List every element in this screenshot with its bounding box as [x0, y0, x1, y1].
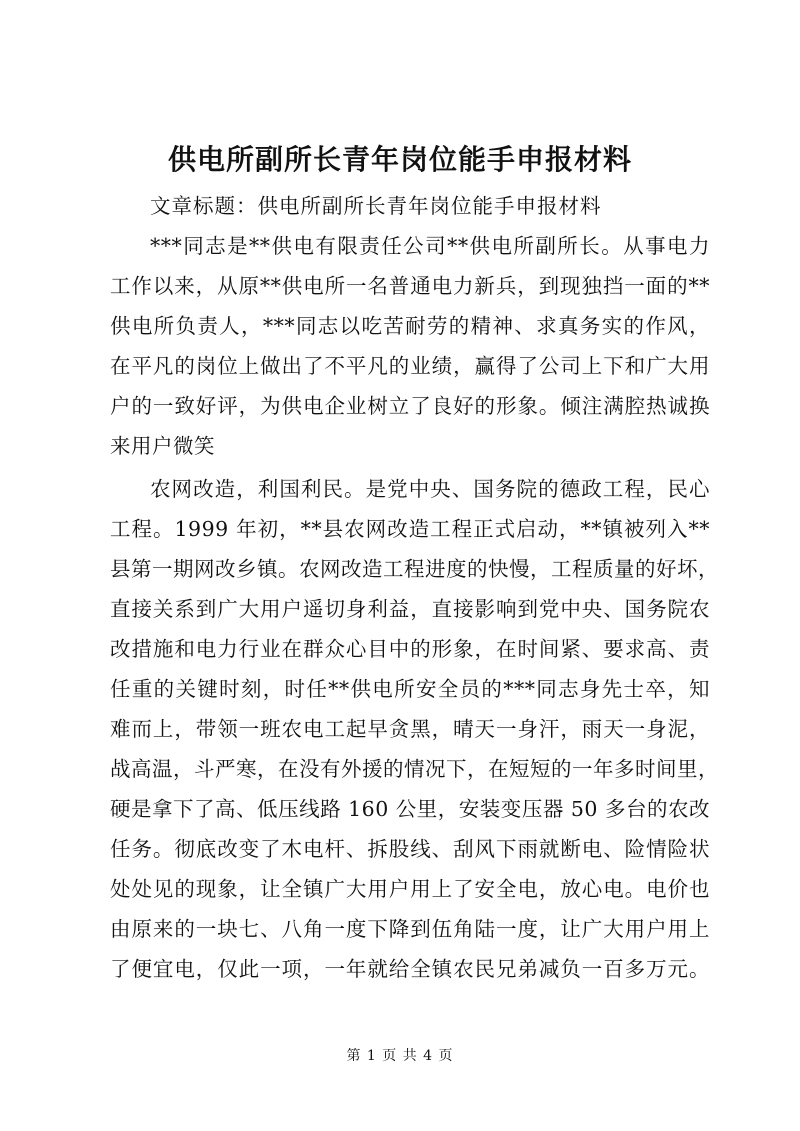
paragraph-2-line-4: 直接关系到广大用户遥切身利益，直接影响到党中央、国务院农	[110, 597, 710, 621]
paragraph-1-line-6: 来用户微笑	[110, 434, 215, 458]
paragraph-2-line-13: 了便宜电，仅此一项，一年就给全镇农民兄弟减负一百多万元。	[110, 957, 710, 981]
paragraph-2-line-12: 由原来的一块七、八角一度下降到伍角陆一度，让广大用户用上	[110, 917, 710, 941]
paragraph-2-line-7: 难而上，带领一班农电工起早贪黑，晴天一身汗，雨天一身泥，	[110, 717, 710, 741]
paragraph-2-line-8: 战高温，斗严寒，在没有外援的情况下，在短短的一年多时间里，	[110, 757, 719, 781]
paragraph-2-line-9: 硬是拿下了高、低压线路 160 公里，安装变压器 50 多台的农改	[110, 797, 710, 821]
paragraph-1-line-1: ***同志是**供电有限责任公司**供电所副所长。从事电力	[150, 234, 710, 258]
paragraph-2-line-3: 县第一期网改乡镇。农网改造工程进度的快慢，工程质量的好坏，	[110, 557, 719, 581]
page-footer: 第 1 页 共 4 页	[346, 1048, 454, 1064]
paragraph-2-line-10: 任务。彻底改变了木电杆、拆股线、刮风下雨就断电、险情险状	[110, 837, 710, 861]
paragraph-1-line-2: 工作以来，从原**供电所一名普通电力新兵，到现独挡一面的**	[110, 274, 710, 298]
paragraph-1-line-3: 供电所负责人，***同志以吃苦耐劳的精神、求真务实的作风，	[110, 314, 710, 338]
paragraph-2-line-6: 任重的关键时刻，时任**供电所安全员的***同志身先士卒，知	[110, 677, 710, 701]
document-title: 供电所副所长青年岗位能手申报材料	[167, 143, 632, 176]
paragraph-2-line-1: 农网改造，利国利民。是党中央、国务院的德政工程，民心	[150, 477, 710, 501]
paragraph-2-line-11: 处处见的现象，让全镇广大用户用上了安全电，放心电。电价也	[110, 877, 710, 901]
paragraph-2-line-5: 改措施和电力行业在群众心目中的形象，在时间紧、要求高、责	[110, 637, 710, 661]
paragraph-2-line-2: 工程。1999 年初，**县农网改造工程正式启动，**镇被列入**	[110, 517, 710, 541]
paragraph-1-line-4: 在平凡的岗位上做出了不平凡的业绩，赢得了公司上下和广大用	[110, 354, 710, 378]
article-subtitle: 文章标题：供电所副所长青年岗位能手申报材料	[150, 194, 602, 218]
paragraph-1-line-5: 户的一致好评，为供电企业树立了良好的形象。倾注满腔热诚换	[110, 394, 710, 418]
